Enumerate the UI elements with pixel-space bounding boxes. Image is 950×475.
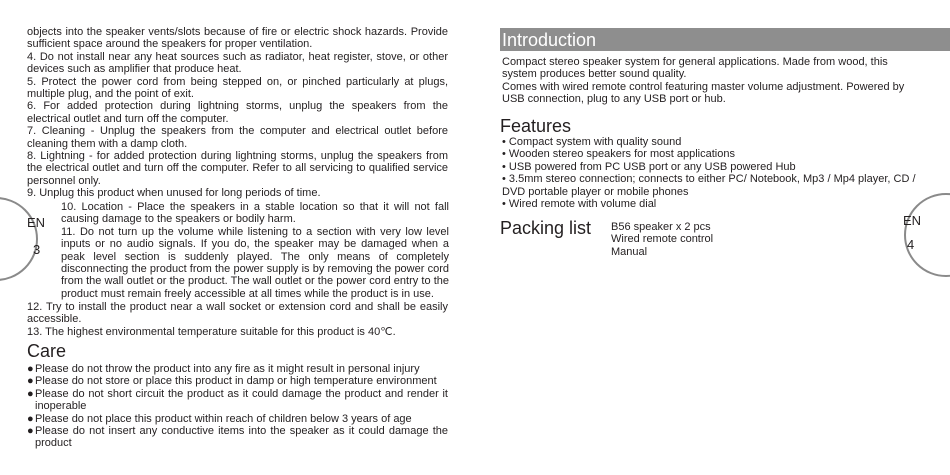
list-item: ● Please do not store or place this product in damp or high temperature environment: [27, 375, 437, 388]
care-heading: Care: [27, 341, 67, 361]
tab-lang-right: EN: [903, 213, 922, 228]
packing-list: [611, 221, 811, 258]
safety-line: 7. Cleaning - Unplug the speakers from the computer and electrical outlet before cleaning them with a damp cloth.: [27, 125, 448, 150]
list-item: • Wired remote with volume dial: [502, 198, 657, 211]
list-item: • 3.5mm stereo connection; connects to either PC/ Notebook, Mp3 / Mp4 player, CD / DVD portable player or mobile phones: [502, 173, 916, 198]
safety-line: 4. Do not install near any heat sources such as radiator, heat register, stove, or other devices such as amplifier that produce heat.: [27, 50, 448, 76]
safety-line: 11. Do not turn up the volume while listening to a section with very low level inputs or no audio signals. If you do, the speaker may be damaged when a peak level section is suddenly played. The only means of completely disconnecting the product from the power supply is by removing the power cord from the wall outlet or the product. The wall outlet or the power cord entry to the product must remain freely accessible at all times while the product is in use.: [61, 225, 449, 300]
safety-line: 10. Location - Place the speakers in a stable location so that it will not fall causing damage to the speakers or bodily harm.: [61, 201, 449, 226]
list-item: ● Please do not throw the product into any fire as it might result in personal injury: [27, 363, 420, 375]
safety-line: 6. For added protection during lightning storms, unplug the speakers from the electrical outlet and turn off the computer.: [27, 100, 448, 125]
bullet-icon: ●: [27, 412, 34, 425]
list-item: ● Please do not place this product within reach of children below 3 years of age: [27, 412, 412, 425]
bullet-icon: •: [502, 173, 509, 186]
list-item: • Wooden stereo speakers for most applications: [502, 148, 735, 161]
list-item: B56 speaker x 2 pcs: [611, 221, 711, 233]
list-item: ● Please do not insert any conductive items into the speaker as it could damage the product: [27, 425, 448, 450]
safety-line: 12. Try to install the product near a wall socket or extension cord and shall be easily accessible.: [27, 301, 448, 326]
page-number-right: 4: [907, 237, 915, 252]
safety-line: objects into the speaker vents/slots because of fire or electric shock hazards. Provide sufficient space around the speakers for proper ventilation.: [27, 26, 448, 51]
safety-line: 13. The highest environmental temperature suitable for this product is 40℃.: [27, 325, 396, 338]
safety-instructions-indented: [61, 201, 449, 300]
features-list: [502, 136, 924, 210]
introduction-text: [502, 56, 924, 106]
tab-lang-left: EN: [27, 215, 46, 230]
bullet-icon: •: [502, 148, 509, 161]
list-item: • Compact system with quality sound: [502, 136, 682, 148]
list-item: ● Please do not short circuit the product as it could damage the product and render it inoperable: [27, 387, 448, 413]
page-number-left: 3: [33, 242, 41, 257]
bullet-icon: •: [502, 198, 509, 211]
bullet-icon: •: [502, 136, 509, 148]
safety-line: 9. Unplug this product when unused for long periods of time.: [27, 187, 321, 200]
list-item: Manual: [611, 245, 648, 258]
safety-instructions-final: [27, 301, 448, 338]
bullet-icon: •: [502, 160, 509, 173]
bullet-icon: ●: [27, 387, 34, 400]
list-item: Wired remote control: [611, 233, 714, 246]
care-list: [27, 363, 448, 450]
introduction-paragraph: Compact stereo speaker system for general applications. Made from wood, this system produces better sound quality.: [502, 56, 888, 81]
packing-list-heading: Packing list: [500, 218, 592, 238]
introduction-heading: Introduction: [502, 30, 597, 50]
introduction-paragraph: Comes with wired remote control featuring master volume adjustment. Powered by USB connection, plug to any USB port or hub.: [502, 80, 905, 106]
safety-instructions: [27, 26, 448, 200]
safety-line: 8. Lightning - for added protection during lightning storms, unplug the speakers from the electrical outlet and turn off the computer. Refer to all servicing to qualified service personnel only.: [27, 150, 448, 187]
list-item: • USB powered from PC USB port or any USB powered Hub: [502, 160, 796, 173]
bullet-icon: ●: [27, 425, 34, 438]
safety-line: 5. Protect the power cord from being stepped on, or pinched particularly at plugs, multiple plug, and the point of exit.: [27, 75, 448, 101]
bullet-icon: ●: [27, 375, 34, 388]
features-heading: Features: [500, 116, 572, 136]
bullet-icon: ●: [27, 363, 34, 375]
